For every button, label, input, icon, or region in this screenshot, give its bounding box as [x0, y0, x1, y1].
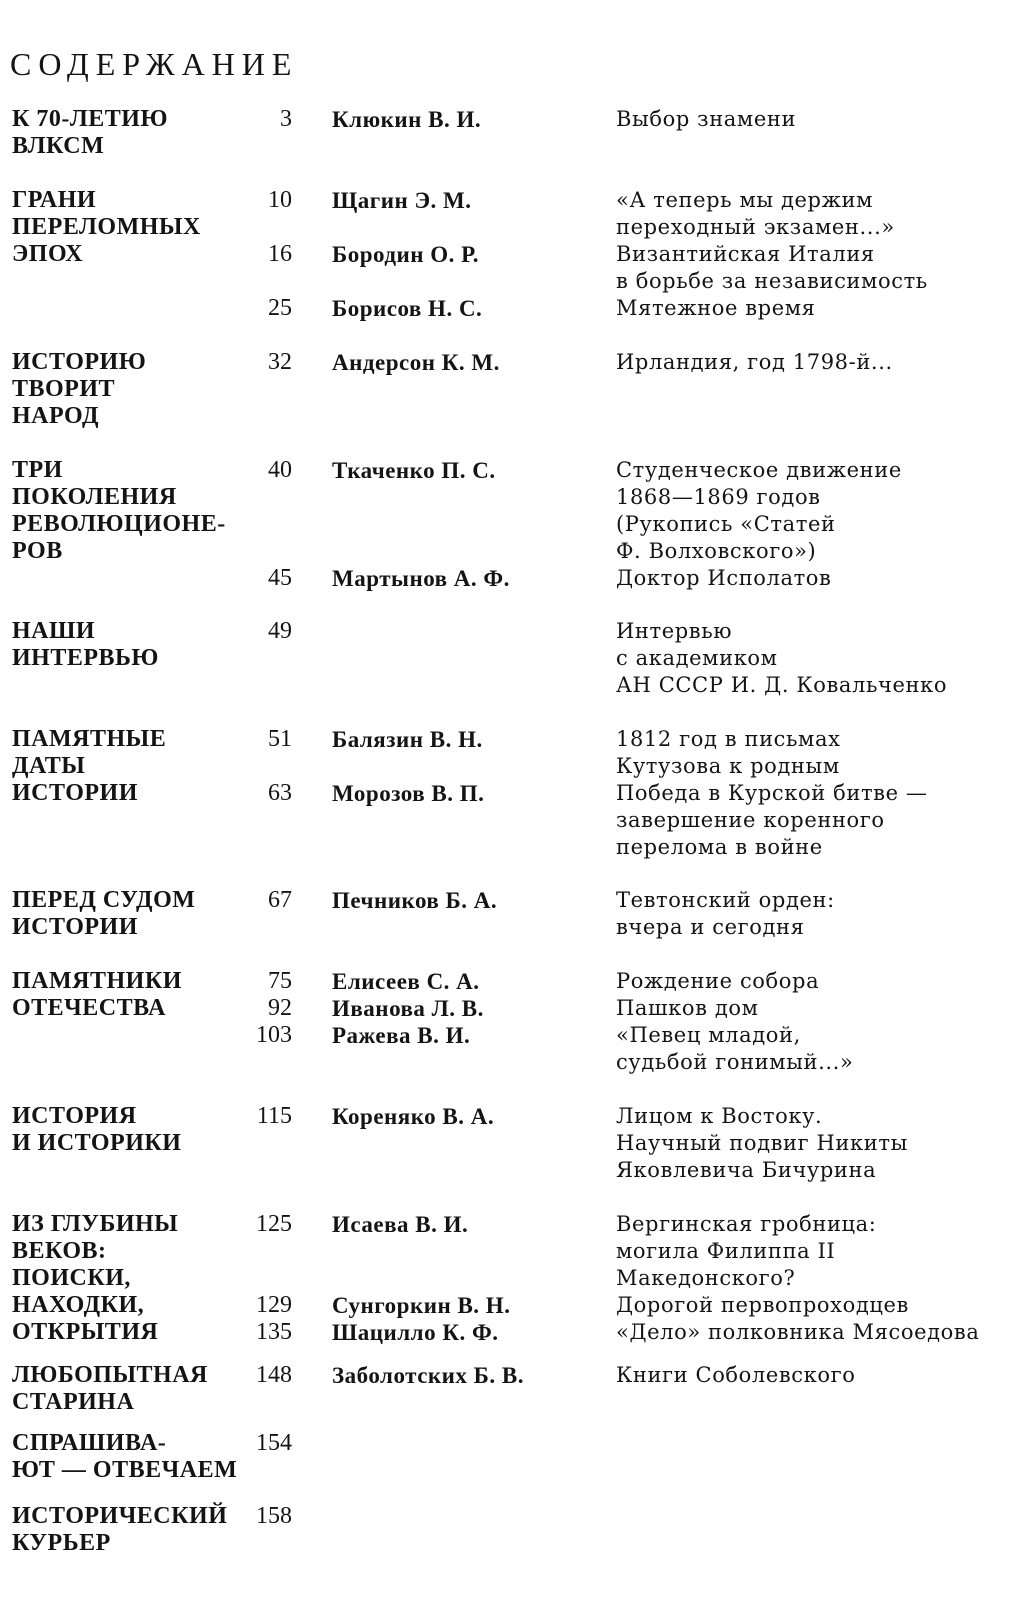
article-title: «А теперь мы держим переходный экзамен...»: [616, 188, 895, 239]
article-author: Морозов В. П.: [332, 781, 485, 806]
article-title: Книги Соболевского: [616, 1363, 856, 1387]
article-title: Дорогой первопроходцев: [616, 1293, 909, 1317]
article-title: «Певец младой, судьбой гонимый...»: [616, 1023, 854, 1074]
page-number: 148: [256, 1362, 292, 1388]
page-number: 45: [268, 565, 292, 591]
page-number: 40: [268, 457, 292, 483]
section-heading: НАШИ ИНТЕРВЬЮ: [12, 618, 159, 671]
article-title: Выбор знамени: [616, 107, 797, 131]
article-author: Андерсон К. М.: [332, 350, 500, 375]
page-number: 63: [268, 780, 292, 806]
article-author: Ткаченко П. С.: [332, 458, 496, 483]
article-title: Византийская Италия в борьбе за независимость: [616, 242, 928, 293]
section-heading: ТРИ ПОКОЛЕНИЯ РЕВОЛЮЦИОНЕ- РОВ: [12, 457, 226, 564]
article-title: Интервью с академиком АН СССР И. Д. Ковальченко: [616, 619, 948, 697]
section-heading: СПРАШИВА- ЮТ — ОТВЕЧАЕМ: [12, 1430, 238, 1483]
page-number: 135: [256, 1319, 292, 1345]
article-title: Студенческое движение 1868—1869 годов (Рукопись «Статей Ф. Волховского»): [616, 458, 902, 563]
article-title: Рождение собора: [616, 969, 820, 993]
section-heading: ИЗ ГЛУБИНЫ ВЕКОВ: ПОИСКИ, НАХОДКИ, ОТКРЫТИЯ: [12, 1211, 179, 1345]
page-number: 32: [268, 349, 292, 375]
article-author: Исаева В. И.: [332, 1212, 469, 1237]
article-title: Тевтонский орден: вчера и сегодня: [616, 888, 835, 939]
article-title: 1812 год в письмах Кутузова к родным: [616, 727, 841, 778]
article-author: Мартынов А. Ф.: [332, 566, 510, 591]
section-heading: К 70-ЛЕТИЮ ВЛКСМ: [12, 106, 168, 159]
article-author: Елисеев С. А.: [332, 969, 480, 994]
page-number: 51: [268, 726, 292, 752]
section-heading: ИСТОРИЧЕСКИЙ КУРЬЕР: [12, 1503, 228, 1556]
page-number: 75: [268, 968, 292, 994]
article-title: Вергинская гробница: могила Филиппа II Македонского?: [616, 1212, 877, 1290]
section-heading: ЛЮБОПЫТНАЯ СТАРИНА: [12, 1362, 208, 1415]
page-number: 3: [280, 106, 292, 132]
page-number: 25: [268, 295, 292, 321]
article-author: Балязин В. Н.: [332, 727, 483, 752]
page-title: СОДЕРЖАНИЕ: [10, 46, 299, 82]
article-title: Ирландия, год 1798-й...: [616, 350, 893, 374]
article-author: Заболотских Б. В.: [332, 1363, 524, 1388]
article-author: Шацилло К. Ф.: [332, 1320, 499, 1345]
page-number: 92: [268, 995, 292, 1021]
article-author: Бородин О. Р.: [332, 242, 480, 267]
article-author: Щагин Э. М.: [332, 188, 472, 213]
article-author: Клюкин В. И.: [332, 107, 482, 132]
section-heading: ГРАНИ ПЕРЕЛОМНЫХ ЭПОХ: [12, 187, 201, 267]
article-author: Ражева В. И.: [332, 1023, 471, 1048]
article-title: Лицом к Востоку. Научный подвиг Никиты Яковлевича Бичурина: [616, 1104, 908, 1182]
section-heading: ИСТОРИЯ И ИСТОРИКИ: [12, 1103, 182, 1156]
article-author: Борисов Н. С.: [332, 296, 483, 321]
article-title: Доктор Исполатов: [616, 566, 832, 590]
page-number: 115: [256, 1103, 292, 1129]
article-title: «Дело» полковника Мясоедова: [616, 1320, 980, 1344]
page-number: 154: [256, 1430, 292, 1456]
section-heading: ПАМЯТНЫЕ ДАТЫ ИСТОРИИ: [12, 726, 167, 806]
page-number: 10: [268, 187, 292, 213]
section-heading: ИСТОРИЮ ТВОРИТ НАРОД: [12, 349, 147, 429]
section-heading: ПАМЯТНИКИ ОТЕЧЕСТВА: [12, 968, 182, 1021]
page-number: 125: [256, 1211, 292, 1237]
page-number: 16: [268, 241, 292, 267]
article-author: Кореняко В. А.: [332, 1104, 495, 1129]
article-author: Сунгоркин В. Н.: [332, 1293, 511, 1318]
article-author: Иванова Л. В.: [332, 996, 484, 1021]
article-title: Пашков дом: [616, 996, 759, 1020]
article-title: Победа в Курской битве — завершение коренного перелома в войне: [616, 781, 928, 859]
article-title: Мятежное время: [616, 296, 816, 320]
section-heading: ПЕРЕД СУДОМ ИСТОРИИ: [12, 887, 196, 940]
page-number: 129: [256, 1292, 292, 1318]
page-number: 67: [268, 887, 292, 913]
page-number: 103: [256, 1022, 292, 1048]
article-author: Печников Б. А.: [332, 888, 498, 913]
page-number: 158: [256, 1503, 292, 1529]
page-number: 49: [268, 618, 292, 644]
